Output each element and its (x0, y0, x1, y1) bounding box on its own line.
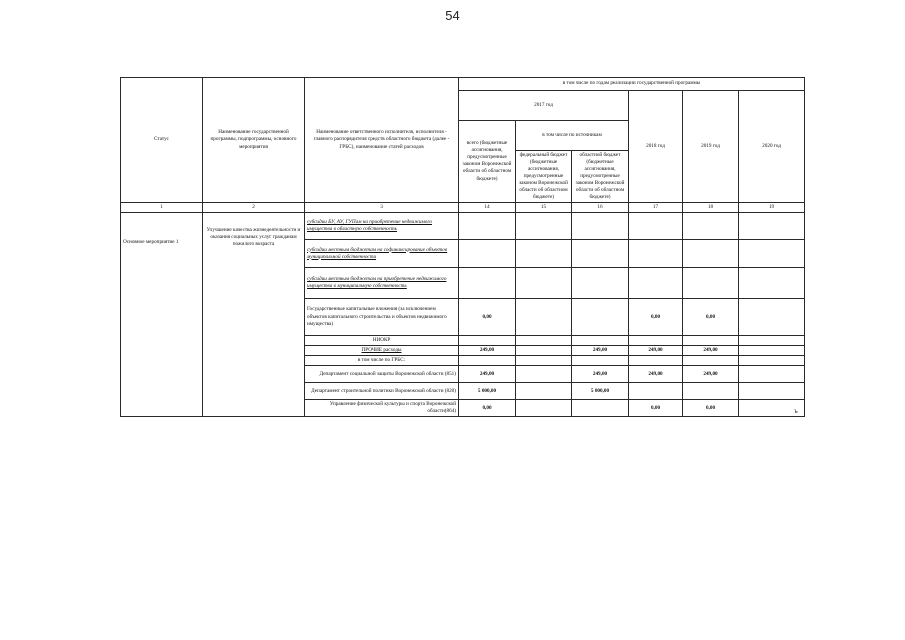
header-year-2018: 2018 год (629, 91, 683, 203)
cell-c15 (516, 268, 572, 299)
row-label: в том числе по ГРБС: (305, 356, 459, 366)
cell-c18: 0,00 (683, 299, 739, 336)
header-status: Статус (121, 78, 203, 203)
cell-c14 (459, 356, 516, 366)
row-label: субсидии местным бюджетам на приобретение недвижимого имущества в муниципальную собственность (305, 268, 459, 299)
header-row (121, 78, 805, 91)
header-total: всего (бюджетные ассигнования, предусмотренные законом Воронежской области об областном бюджете) (459, 120, 516, 202)
column-number: 1 (121, 203, 203, 213)
row-label: Департамент строительной политики Воронежской области (820) (305, 383, 459, 400)
cell-c17 (629, 336, 683, 346)
column-number: 2 (203, 203, 305, 213)
column-number: 19 (739, 203, 805, 213)
cell-c14 (459, 336, 516, 346)
budget-table (120, 77, 805, 417)
column-number: 16 (572, 203, 629, 213)
main-event-status: Основное мероприятие 1 (121, 213, 203, 417)
cell-c14 (459, 213, 516, 240)
column-number: 18 (683, 203, 739, 213)
cell-c18: 249,00 (683, 366, 739, 383)
cell-c17: 249,00 (629, 346, 683, 356)
cell-c14: 249,00 (459, 346, 516, 356)
main-event-name: Улучшение качества жизнедеятельности и оказания социальных услуг гражданам пожилого возраста (203, 213, 305, 417)
cell-c19 (739, 366, 805, 383)
cell-c18 (683, 383, 739, 400)
cell-c18: 0,00 (683, 400, 739, 417)
cell-c17 (629, 240, 683, 268)
cell-c15 (516, 366, 572, 383)
header-program-name: Наименование государственной программы, подпрограммы, основного мероприятия (203, 78, 305, 203)
cell-c18 (683, 268, 739, 299)
cell-c19 (739, 383, 805, 400)
cell-c19 (739, 240, 805, 268)
cell-c15 (516, 356, 572, 366)
cell-c19 (739, 336, 805, 346)
header-year-2019: 2019 год (683, 91, 739, 203)
corner-mark: ъ (794, 409, 798, 415)
cell-c19 (739, 356, 805, 366)
cell-c17 (629, 268, 683, 299)
cell-c14: 249,00 (459, 366, 516, 383)
header-regional: областной бюджет (бюджетные ассигнования, предусмотренные законом Воронежской области об областном бюджете) (572, 150, 629, 202)
table-row (121, 213, 805, 240)
header-by-years: в том числе по годам реализации государственной программы (459, 78, 805, 91)
cell-c16: 249,00 (572, 366, 629, 383)
cell-c19 (739, 268, 805, 299)
cell-c16 (572, 240, 629, 268)
cell-c14 (459, 240, 516, 268)
row-label: субсидии БУ, АУ, ГУПам на приобретение недвижимого имущества в областную собственность (305, 213, 459, 240)
cell-c19 (739, 299, 805, 336)
cell-c16 (572, 336, 629, 346)
column-number-row (121, 203, 805, 213)
column-number: 3 (305, 203, 459, 213)
header-year-2017: 2017 год (459, 91, 629, 121)
cell-c15 (516, 383, 572, 400)
row-label: субсидии местным бюджетам на софинансирование объектов муниципальной собственности (305, 240, 459, 268)
cell-c14: 0,00 (459, 400, 516, 417)
cell-c16: 249,00 (572, 346, 629, 356)
cell-c15 (516, 400, 572, 417)
header-year-2020: 2020 год (739, 91, 805, 203)
cell-c14: 5 000,00 (459, 383, 516, 400)
column-number: 14 (459, 203, 516, 213)
cell-c17: 249,00 (629, 366, 683, 383)
cell-c18: 249,00 (683, 346, 739, 356)
cell-c15 (516, 336, 572, 346)
row-label: Государственные капитальные вложения (за исключением объектов капитального строительства и объектов недвижимого имущества) (305, 299, 459, 336)
column-number: 15 (516, 203, 572, 213)
cell-c15 (516, 213, 572, 240)
cell-c16: 5 000,00 (572, 383, 629, 400)
cell-c14 (459, 268, 516, 299)
cell-c16 (572, 299, 629, 336)
cell-c18 (683, 356, 739, 366)
cell-c14: 0,00 (459, 299, 516, 336)
cell-c19 (739, 346, 805, 356)
cell-c19 (739, 213, 805, 240)
cell-c16 (572, 356, 629, 366)
cell-c18 (683, 213, 739, 240)
cell-c17: 0,00 (629, 400, 683, 417)
row-label: Управление физической культуры и спорта Воронежской области(864) (305, 400, 459, 417)
cell-c18 (683, 336, 739, 346)
cell-c16 (572, 268, 629, 299)
row-label: Департамент социальной защиты Воронежской области (851) (305, 366, 459, 383)
cell-c17: 0,00 (629, 299, 683, 336)
cell-c17 (629, 213, 683, 240)
page-number: 54 (445, 8, 460, 23)
cell-c15 (516, 299, 572, 336)
header-by-sources: в том числе по источникам (516, 120, 629, 150)
cell-c16 (572, 213, 629, 240)
row-label: ПРОЧИЕ расходы (305, 346, 459, 356)
header-executor: Наименование ответственного исполнителя, исполнителя - главного распорядителя средств областного бюджета (далее - ГРБС), наименование статей расходов (305, 78, 459, 203)
cell-c17 (629, 383, 683, 400)
row-label: НИОКР (305, 336, 459, 346)
cell-c17 (629, 356, 683, 366)
cell-c16 (572, 400, 629, 417)
cell-c18 (683, 240, 739, 268)
column-number: 17 (629, 203, 683, 213)
header-federal: федеральный бюджет (бюджетные ассигнования, предусмотренные законом Воронежской области об областном бюджете) (516, 150, 572, 202)
cell-c15 (516, 346, 572, 356)
cell-c15 (516, 240, 572, 268)
